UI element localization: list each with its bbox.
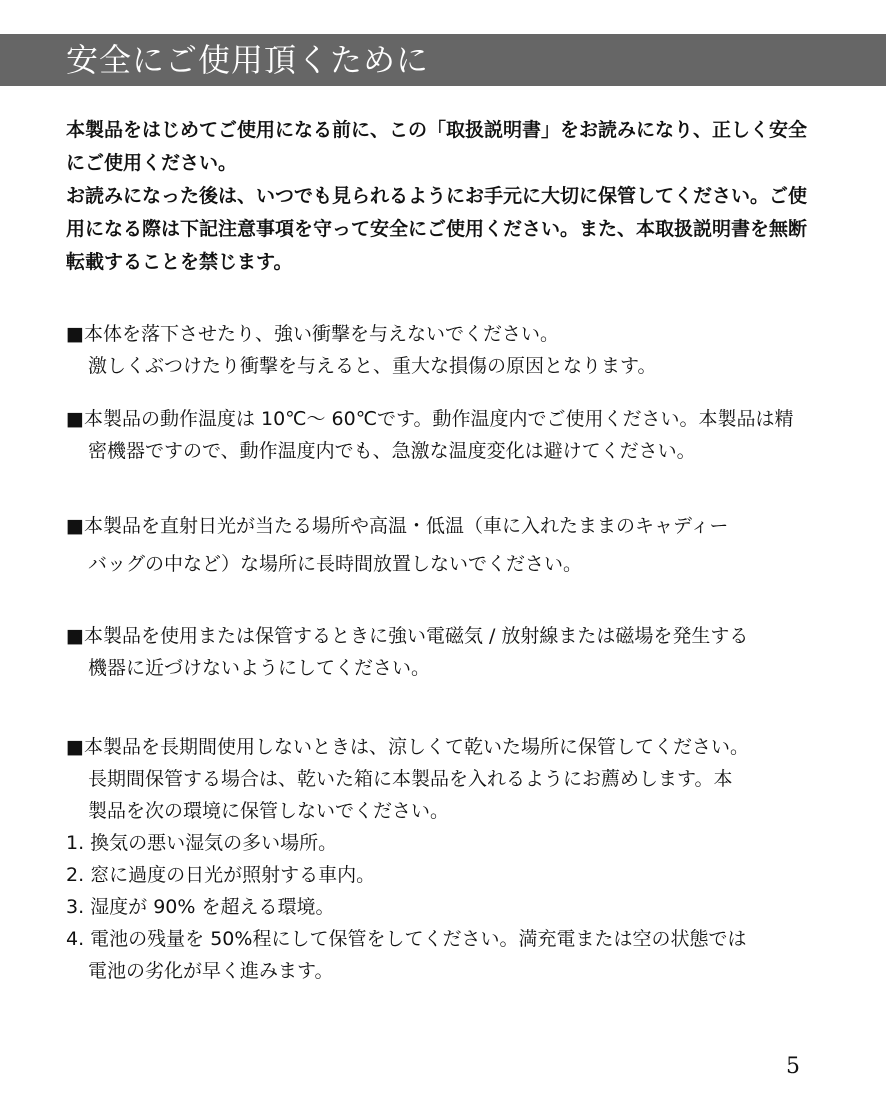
- caution-line: ■本体を落下させたり、強い衝撃を与えないでください。: [66, 323, 559, 345]
- caution-line: 機器に近づけないようにしてください。: [88, 657, 431, 679]
- caution-line: 激しくぶつけたり衝撃を与えると、重大な損傷の原因となります。: [88, 355, 657, 377]
- caution-line: ■本製品を直射日光が当たる場所や高温・低温（車に入れたままのキャディー: [66, 515, 729, 537]
- caution-item-sunlight: [66, 510, 816, 580]
- list-item: 2. 窓に過度の日光が照射する車内。: [66, 864, 376, 886]
- caution-item-drop: [66, 318, 816, 382]
- page-number: 5: [786, 1054, 800, 1079]
- list-item: 電池の劣化が早く進みます。: [88, 960, 334, 982]
- header-bar: [0, 34, 886, 86]
- caution-item-magnetic: [66, 620, 816, 684]
- list-item: 1. 換気の悪い湿気の多い場所。: [66, 832, 338, 854]
- intro-text: [66, 114, 816, 279]
- caution-line: ■本製品を長期間使用しないときは、涼しくて乾いた場所に保管してください。: [66, 736, 749, 758]
- caution-item-temperature: [66, 403, 816, 467]
- caution-line: バッグの中など）な場所に長時間放置しないでください。: [88, 553, 583, 575]
- intro-paragraph: 本製品をはじめてご使用になる前に、この「取扱説明書」をお読みになり、正しく安全にご使用ください。: [66, 119, 808, 174]
- intro-paragraph: お読みになった後は、いつでも見られるようにお手元に大切に保管してください。ご使用になる際は下記注意事項を守って安全にご使用ください。また、本取扱説明書を無断転載することを禁じます。: [66, 185, 808, 273]
- list-item: 4. 電池の残量を 50%程にして保管をしてください。満充電または空の状態では: [66, 928, 747, 950]
- caution-item-storage: [66, 731, 816, 987]
- caution-line: 製品を次の環境に保管しないでください。: [88, 800, 450, 822]
- caution-line: 長期間保管する場合は、乾いた箱に本製品を入れるようにお薦めします。本: [88, 768, 733, 790]
- caution-line: ■本製品を使用または保管するときに強い電磁気 / 放射線または磁場を発生する: [66, 625, 749, 647]
- caution-line: 密機器ですので、動作温度内でも、急激な温度変化は避けてください。: [88, 440, 696, 462]
- caution-line: ■本製品の動作温度は 10℃～ 60℃です。動作温度内でご使用ください。本製品は精: [66, 408, 794, 430]
- list-item: 3. 湿度が 90% を超える環境。: [66, 896, 335, 918]
- page-title: 安全にご使用頂くために: [66, 41, 430, 79]
